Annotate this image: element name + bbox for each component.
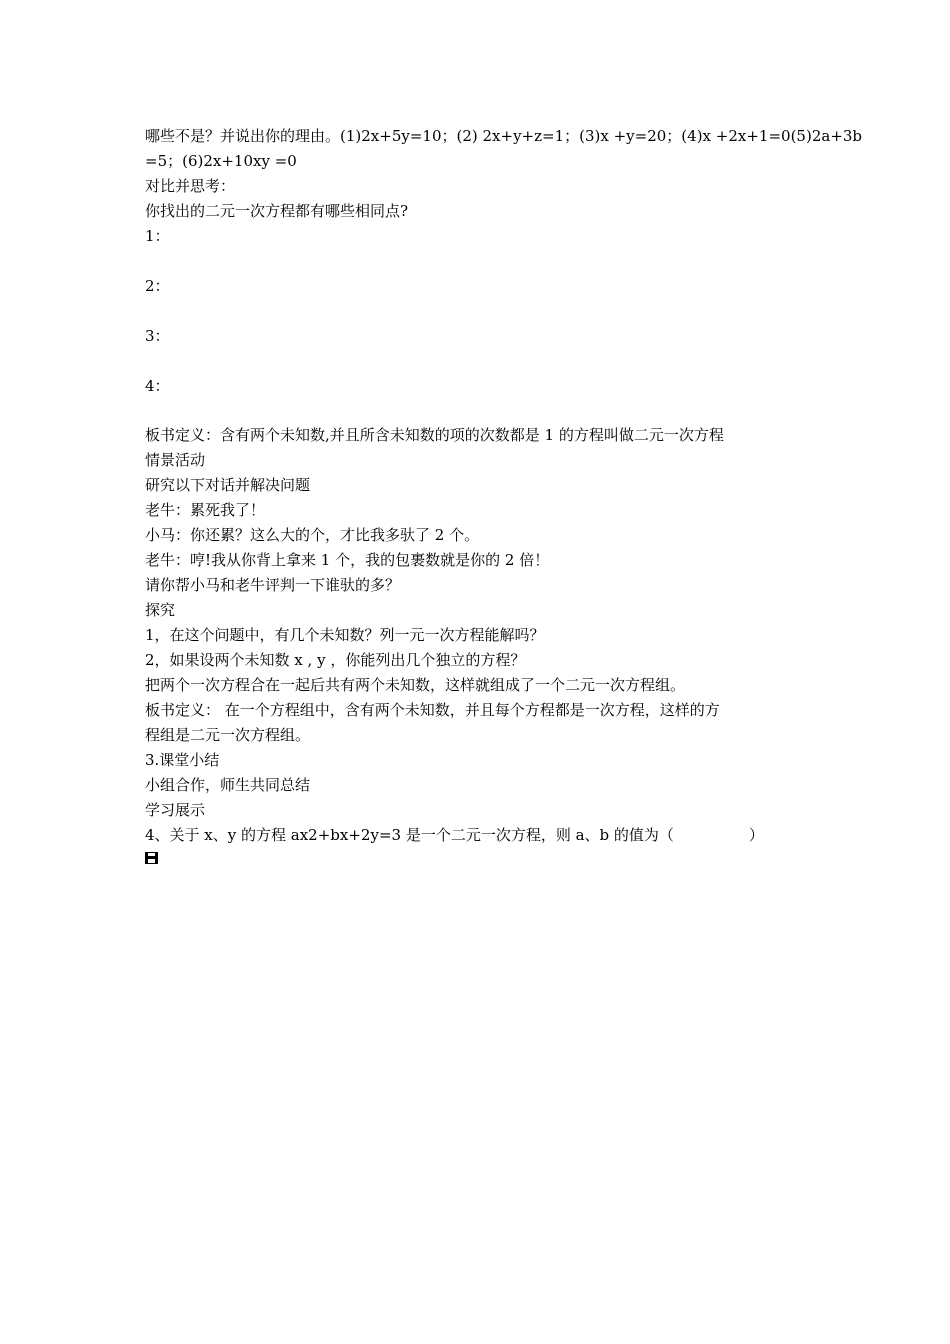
definition-line-2-cont: 程组是二元一次方程组。 [145,726,311,744]
dialog-line-3: 老牛：哼!我从你背上拿来 1 个，我的包裹数就是你的 2 倍！ [145,551,550,569]
section-summary: 3.课堂小结 [145,751,220,769]
save-icon[interactable] [145,852,158,864]
dialog-line-1: 老牛：累死我了！ [145,501,266,519]
question-common-points: 你找出的二元一次方程都有哪些相同点? [145,202,409,220]
answer-item-3: 3： [145,327,170,345]
section-scenario: 情景活动 [145,451,206,469]
summary-text: 小组合作，师生共同总结 [145,776,311,794]
explore-item-2: 2，如果设两个未知数 x , y ，你能列出几个独立的方程？ [145,651,526,669]
section-compare: 对比并思考： [145,177,236,195]
definition-line-1: 板书定义：含有两个未知数,并且所含未知数的项的次数都是 1 的方程叫做二元一次方程 [145,426,724,444]
question-line-2: =5；(6)2x+10xy =0 [145,152,297,170]
explore-item-1: 1，在这个问题中，有几个未知数？列一元一次方程能解吗？ [145,626,545,644]
explore-conclusion: 把两个一次方程合在一起后共有两个未知数，这样就组成了一个二元一次方程组。 [145,676,686,694]
dialog-line-2: 小马：你还累？这么大的个，才比我多驮了 2 个。 [145,526,480,544]
definition-line-2: 板书定义： 在一个方程组中，含有两个未知数，并且每个方程都是一次方程，这样的方 [145,701,720,719]
answer-item-1: 1： [145,227,170,245]
question-line-1: 哪些不是？并说出你的理由。(1)2x+5y=10；(2) 2x+y+z=1；(3)x +y=20；(4)x +2x+1=0(5)2a+3b [145,127,863,145]
dialog-question: 请你帮小马和老牛评判一下谁驮的多？ [145,576,401,594]
instruction-dialog: 研究以下对话并解决问题 [145,476,311,494]
answer-item-2: 2： [145,277,170,295]
answer-item-4: 4： [145,377,170,395]
section-display: 学习展示 [145,801,206,819]
exercise-question-4: 4、关于 x、y 的方程 ax2+bx+2y=3 是一个二元一次方程，则 a、b 的值为（ ） [145,826,764,844]
section-explore: 探究 [145,601,176,619]
